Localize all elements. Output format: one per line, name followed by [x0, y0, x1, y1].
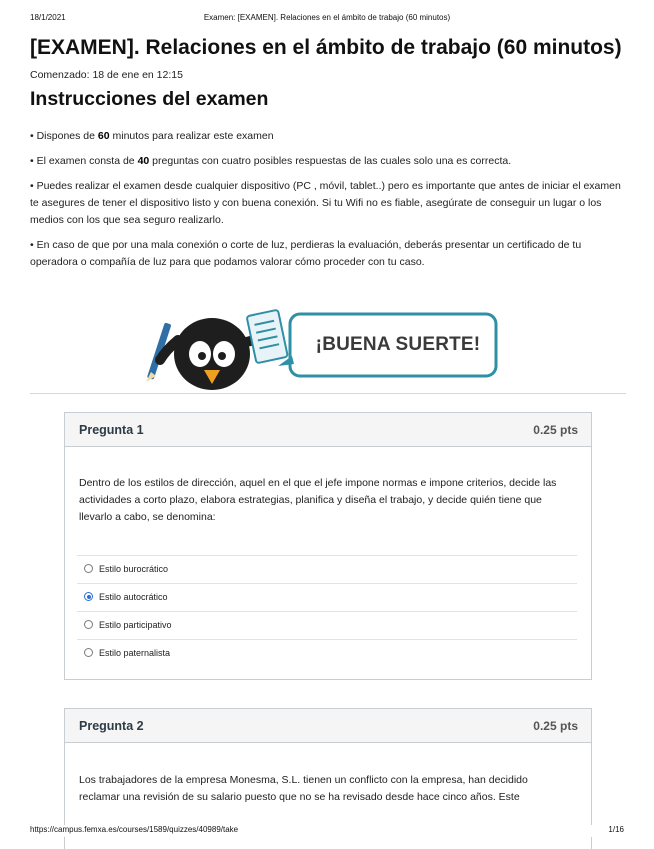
answer-option[interactable] [77, 611, 577, 639]
question-text: Dentro de los estilos de dirección, aquel en el que el jefe impone normas e impone criterios, decide las actividades a corto plazo, elabora estrategias, planifica y diseña el trabajo, y decide quién tiene que llevarlo a cabo, se denomina: [79, 477, 557, 523]
page-number: 1/16 [608, 825, 624, 834]
question-points: 0.25 pts [533, 423, 578, 437]
question-header [65, 413, 591, 447]
instruction-item: • Dispones de 60 minutos para realizar este examen [30, 130, 274, 142]
print-date: 18/1/2021 [30, 13, 66, 22]
good-luck-text: ¡BUENA SUERTE! [315, 334, 481, 355]
answer-label[interactable]: Estilo autocrático [99, 592, 168, 602]
answer-option[interactable] [77, 555, 577, 583]
question-text: Los trabajadores de la empresa Monesma, S.L. tienen un conflicto con la empresa, han decidido reclamar una revisión de su salario puesto que no se ha revisado desde hace cinco años. Este [79, 774, 528, 803]
radio-button[interactable] [84, 564, 93, 573]
exam-start-time: Comenzado: 18 de ene en 12:15 [30, 69, 183, 81]
good-luck-banner [142, 300, 502, 390]
answer-label[interactable]: Estilo paternalista [99, 648, 171, 658]
instructions-heading: Instrucciones del examen [30, 88, 269, 110]
instruction-item: • Puedes realizar el examen desde cualquier dispositivo (PC , móvil, tablet..) pero es importante que antes de iniciar el examen te asegures de tener el dispositivo listo y con buena conexión. Si tu Wifi no es fiable, asegúrate de conseguir un lugar o los medios con los que sea seguro realizarlo. [30, 180, 621, 226]
answer-label[interactable]: Estilo burocrático [99, 564, 169, 574]
answer-option[interactable] [77, 583, 577, 611]
answer-option[interactable] [77, 639, 577, 667]
question-points: 0.25 pts [533, 719, 578, 733]
print-document-title: Examen: [EXAMEN]. Relaciones en el ámbito de trabajo (60 minutos) [203, 13, 451, 22]
question-number: Pregunta 2 [79, 719, 144, 733]
pdf-print-header [30, 13, 624, 27]
answer-list [77, 555, 577, 667]
pdf-print-footer [30, 825, 624, 837]
radio-button-selected[interactable] [84, 592, 93, 601]
radio-button[interactable] [84, 620, 93, 629]
instruction-item: • El examen consta de 40 preguntas con cuatro posibles respuestas de las cuales solo una es correcta. [30, 155, 512, 167]
answer-label[interactable]: Estilo participativo [99, 620, 172, 630]
radio-button[interactable] [84, 648, 93, 657]
checklist-icon [247, 310, 288, 364]
question-header [65, 709, 591, 743]
print-url: https://campus.femxa.es/courses/1589/quizzes/40989/take [30, 825, 239, 834]
instructions-list [30, 128, 630, 279]
question-number: Pregunta 1 [79, 423, 144, 437]
question-card [64, 412, 592, 680]
section-divider [30, 393, 626, 394]
instruction-item: • En caso de que por una mala conexión o corte de luz, perdieras la evaluación, deberás presentar un certificado de tu operadora o compañía de luz para que podamos valorar cómo proceder con tu caso. [30, 239, 582, 268]
exam-title: [EXAMEN]. Relaciones en el ámbito de trabajo (60 minutos) [30, 36, 622, 59]
